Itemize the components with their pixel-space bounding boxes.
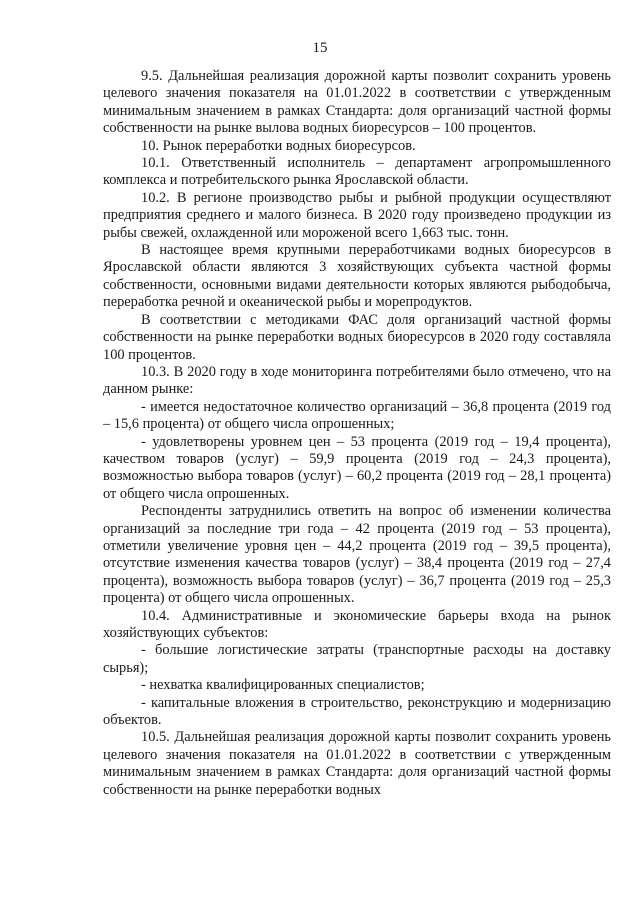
paragraph-10-4: 10.4. Административные и экономические барьеры входа на рынок хозяйствующих субъектов: (103, 607, 611, 641)
document-body (103, 68, 611, 799)
paragraph-respondents: Респонденты затруднились ответить на вопрос об изменении количества организаций за последние три года – 42 процента (2019 год – 53 процента), отметили увеличение уровня цен – 44,2 процента (2019 год – 39,5 процента), отсутствие изменения качества товаров (услуг) – 38,4 процента (2019 год – 27,4 процента), возможность выбора товаров (услуг) – 36,7 процента (2019 год – 25,3 процента) от общего числа опрошенных. (103, 503, 611, 607)
list-item-specialists: - нехватка квалифицированных специалистов; (141, 677, 425, 694)
paragraph-fas-share: В соответствии с методиками ФАС доля организаций частной формы собственности на рынке переработки водных биоресурсов в 2020 году составляла 100 процентов. (103, 311, 611, 363)
paragraph-9-5: 9.5. Дальнейшая реализация дорожной карты позволит сохранить уровень целевого значения показателя на 01.01.2022 в соответствии с утвержденным минимальным значением в рамках Стандарта: доля организаций частной формы собственности на рынке вылова водных биоресурсов – 100 процентов. (103, 68, 611, 137)
list-item-organizations: - имеется недостаточное количество организаций – 36,8 процента (2019 год – 15,6 процента) от общего числа опрошенных; (103, 398, 611, 433)
list-item-investments: - капитальные вложения в строительство, реконструкцию и модернизацию объектов. (103, 694, 611, 729)
paragraph-processors: В настоящее время крупными переработчиками водных биоресурсов в Ярославской области являются 3 хозяйствующих субъекта частной формы собственности, основными видами деятельности которых являются рыбодобыча, переработка речной и океанической рыбы и морепродуктов. (103, 242, 611, 311)
paragraph-10-5: 10.5. Дальнейшая реализация дорожной карты позволит сохранить уровень целевого значения показателя на 01.01.2022 в соответствии с утвержденным минимальным значением в рамках Стандарта: доля организаций частной формы собственности на рынке переработки водных (103, 729, 611, 798)
list-item-satisfaction: - удовлетворены уровнем цен – 53 процента (2019 год – 19,4 процента), качеством товаров (услуг) – 59,9 процента (2019 год – 24,3 процента), возможностью выбора товаров (услуг) – 60,2 процента (2019 год – 28,1 процента) от общего числа опрошенных. (103, 433, 611, 502)
section-heading-10: 10. Рынок переработки водных биоресурсов. (141, 137, 416, 154)
page-number: 15 (312, 40, 328, 56)
paragraph-10-2: 10.2. В регионе производство рыбы и рыбной продукции осуществляют предприятия среднего и малого бизнеса. В 2020 году произведено продукции из рыбы свежей, охлажденной или мороженой всего 1,663 тыс. тонн. (103, 189, 611, 241)
list-item-logistics: - большие логистические затраты (транспортные расходы на доставку сырья); (103, 642, 611, 676)
paragraph-10-1: 10.1. Ответственный исполнитель – департамент агропромышленного комплекса и потребительского рынка Ярославской области. (103, 155, 611, 189)
paragraph-10-3: 10.3. В 2020 году в ходе мониторинга потребителями было отмечено, что на данном рынке: (103, 363, 611, 398)
